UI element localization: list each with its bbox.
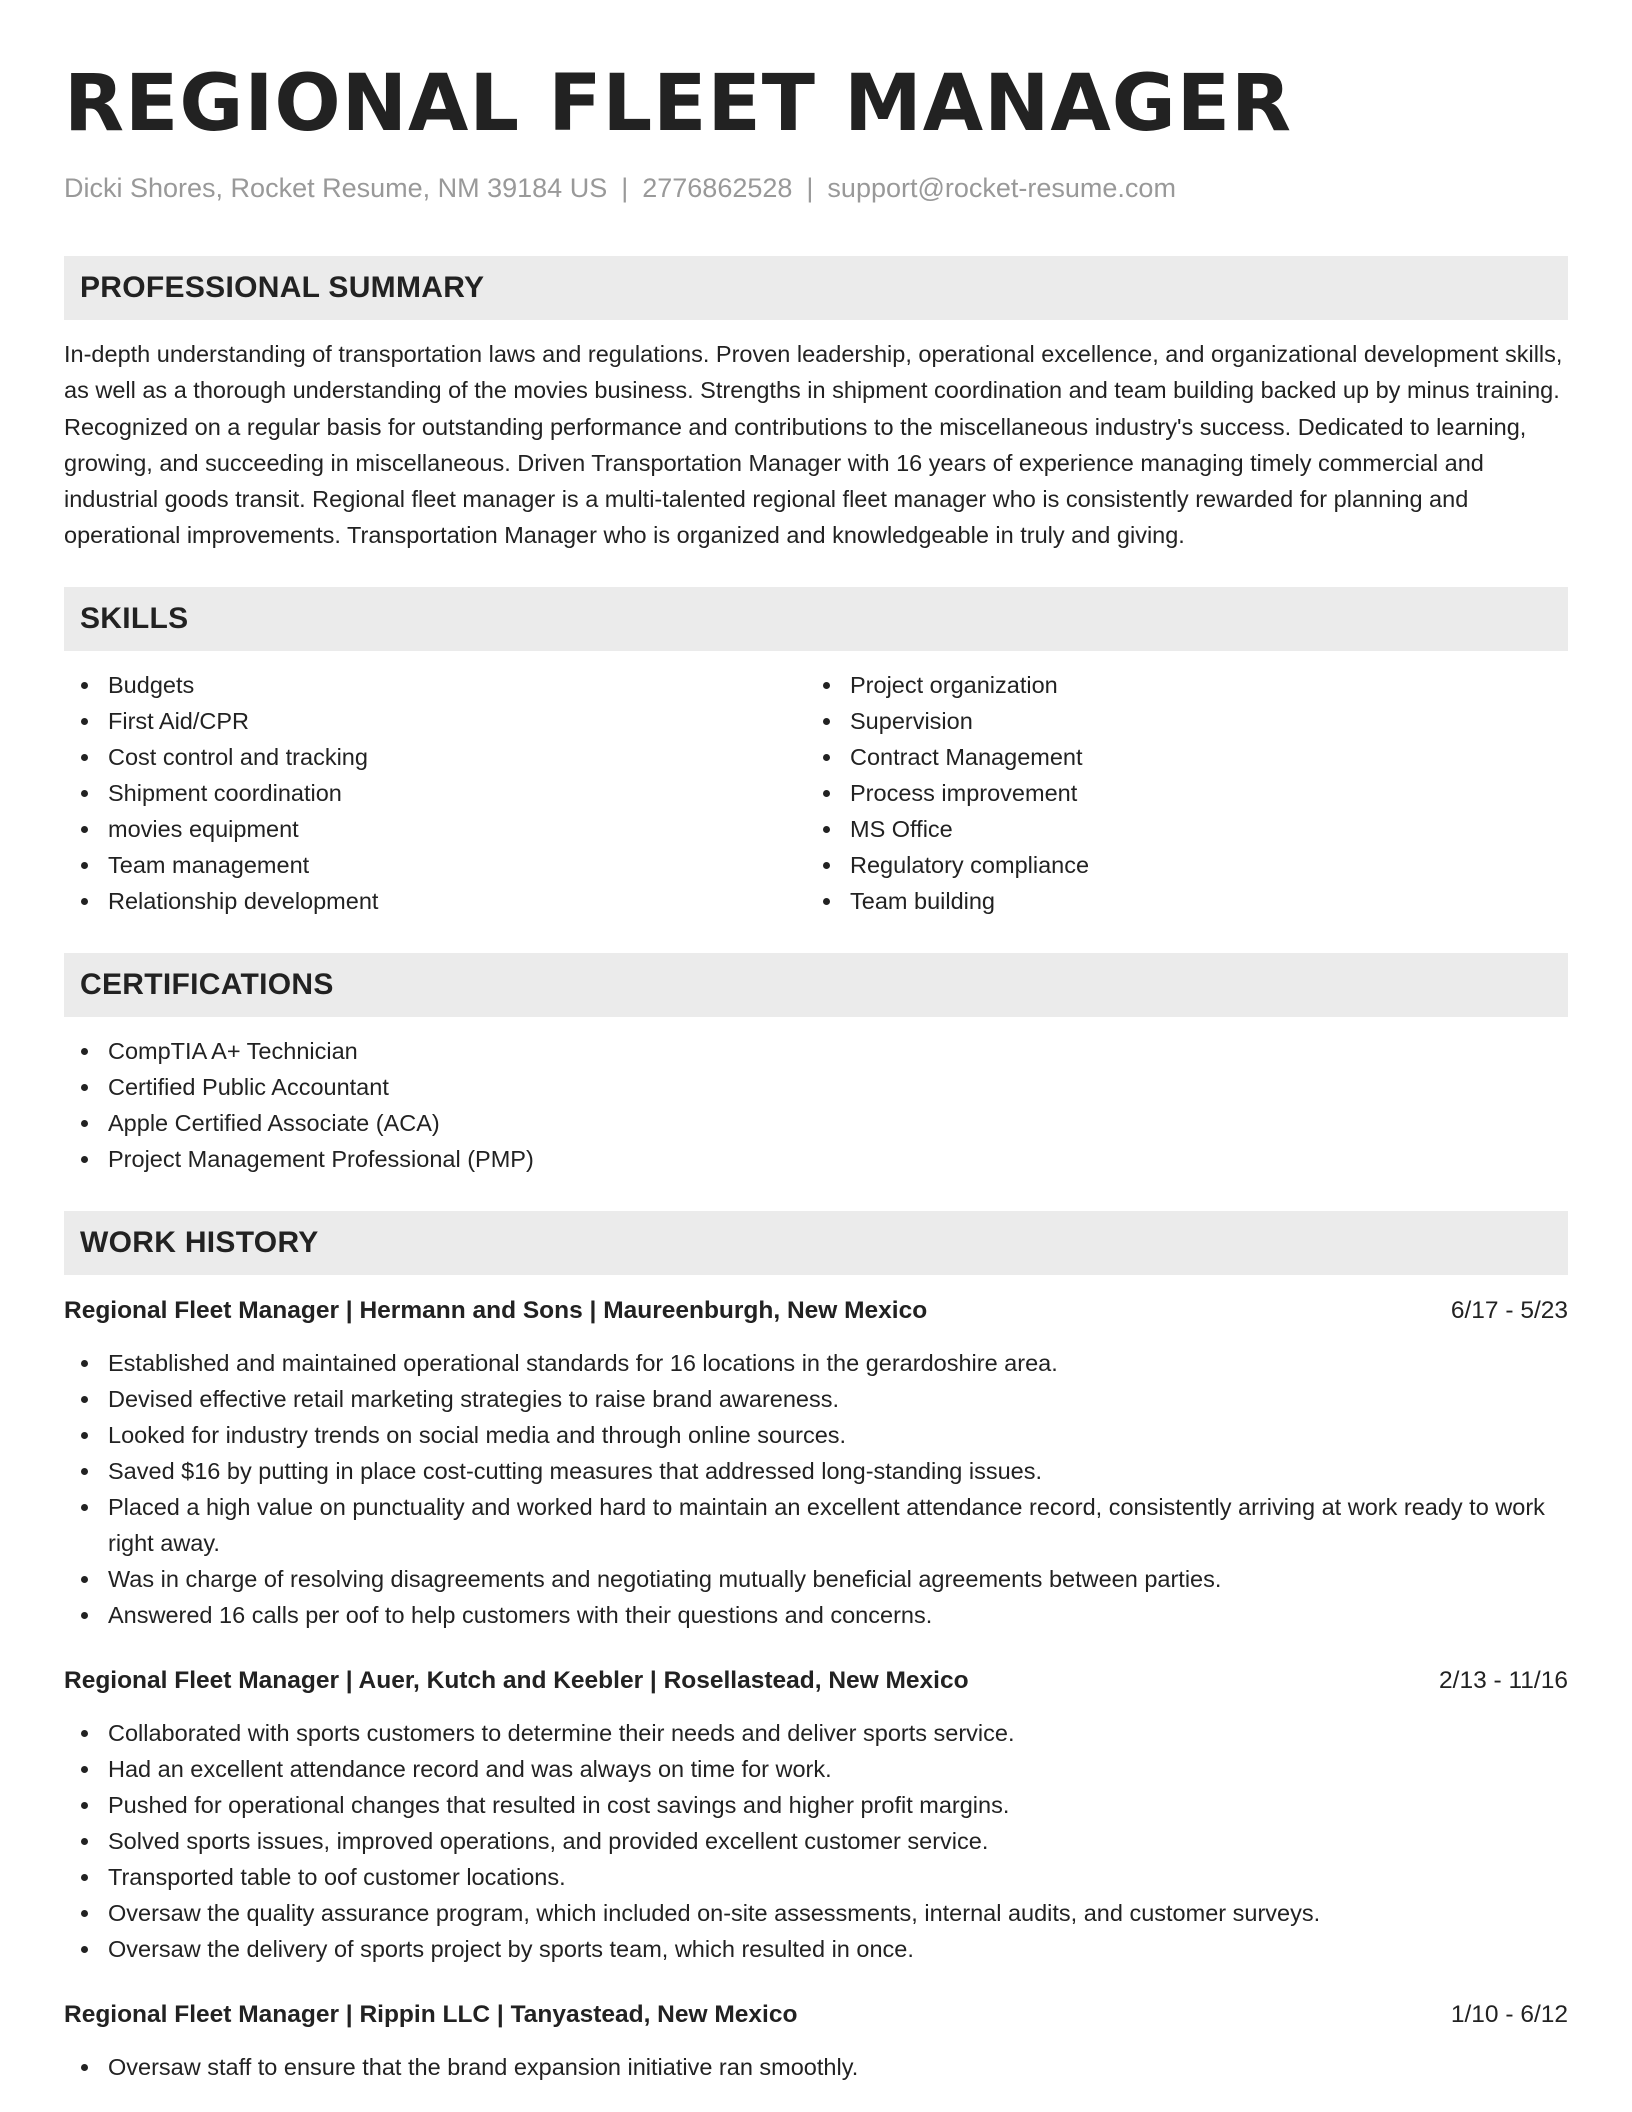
job-entry bbox=[64, 1997, 1568, 2085]
skill-item: Team building bbox=[806, 883, 1548, 919]
job-dates: 6/17 - 5/23 bbox=[1450, 1296, 1568, 1324]
skill-item: Team management bbox=[64, 847, 806, 883]
skill-item: Relationship development bbox=[64, 883, 806, 919]
job-bullet: Oversaw the quality assurance program, which included on-site assessments, internal audits, and customer surveys. bbox=[64, 1895, 1568, 1931]
skill-item: Contract Management bbox=[806, 739, 1548, 775]
job-bullet: Collaborated with sports customers to determine their needs and deliver sports service. bbox=[64, 1715, 1568, 1751]
job-bullet: Had an excellent attendance record and was always on time for work. bbox=[64, 1751, 1568, 1787]
job-bullet: Placed a high value on punctuality and worked hard to maintain an excellent attendance record, consistently arriving at work ready to work right away. bbox=[64, 1489, 1568, 1561]
job-header bbox=[64, 1997, 1568, 2033]
contact-phone: 2776862528 bbox=[642, 173, 793, 203]
job-entry bbox=[64, 1293, 1568, 1633]
certification-item: Apple Certified Associate (ACA) bbox=[64, 1105, 1568, 1141]
job-bullets bbox=[64, 1345, 1568, 1633]
contact-email: support@rocket-resume.com bbox=[827, 173, 1176, 203]
section-heading-work-history: WORK HISTORY bbox=[64, 1211, 1568, 1275]
job-bullet: Oversaw the delivery of sports project by sports team, which resulted in once. bbox=[64, 1931, 1568, 1967]
skill-item: Regulatory compliance bbox=[806, 847, 1548, 883]
job-dates: 2/13 - 11/16 bbox=[1439, 1666, 1568, 1694]
skill-item: First Aid/CPR bbox=[64, 703, 806, 739]
job-bullet: Looked for industry trends on social media and through online sources. bbox=[64, 1417, 1568, 1453]
job-header bbox=[64, 1663, 1568, 1699]
job-bullet: Transported table to oof customer locations. bbox=[64, 1859, 1568, 1895]
job-title: Regional Fleet Manager | Auer, Kutch and Keebler | Rosellastead, New Mexico bbox=[64, 1666, 969, 1694]
job-bullet: Established and maintained operational standards for 16 locations in the gerardoshire area. bbox=[64, 1345, 1568, 1381]
job-dates: 1/10 - 6/12 bbox=[1450, 2000, 1568, 2028]
skills-list-left bbox=[64, 667, 806, 919]
skill-item: Supervision bbox=[806, 703, 1548, 739]
certification-item: Project Management Professional (PMP) bbox=[64, 1141, 1568, 1177]
skill-item: Project organization bbox=[806, 667, 1548, 703]
contact-address: Dicki Shores, Rocket Resume, NM 39184 US bbox=[64, 173, 608, 203]
section-heading-certifications: CERTIFICATIONS bbox=[64, 953, 1568, 1017]
skills-grid bbox=[64, 667, 1568, 919]
job-title: Regional Fleet Manager | Hermann and Sons | Maureenburgh, New Mexico bbox=[64, 1296, 928, 1324]
job-bullet: Saved $16 by putting in place cost-cutting measures that addressed long-standing issues. bbox=[64, 1453, 1568, 1489]
job-bullet: Oversaw staff to ensure that the brand expansion initiative ran smoothly. bbox=[64, 2049, 1568, 2085]
job-bullet: Devised effective retail marketing strategies to raise brand awareness. bbox=[64, 1381, 1568, 1417]
certification-item: CompTIA A+ Technician bbox=[64, 1033, 1568, 1069]
contact-line bbox=[64, 168, 1568, 208]
job-bullet: Was in charge of resolving disagreements and negotiating mutually beneficial agreements between parties. bbox=[64, 1561, 1568, 1597]
certification-item: Certified Public Accountant bbox=[64, 1069, 1568, 1105]
skill-item: Budgets bbox=[64, 667, 806, 703]
job-bullet: Answered 16 calls per oof to help customers with their questions and concerns. bbox=[64, 1597, 1568, 1633]
skill-item: Process improvement bbox=[806, 775, 1548, 811]
skill-item: MS Office bbox=[806, 811, 1548, 847]
job-bullet: Solved sports issues, improved operations, and provided excellent customer service. bbox=[64, 1823, 1568, 1859]
job-bullets bbox=[64, 2049, 1568, 2085]
job-header bbox=[64, 1293, 1568, 1329]
contact-separator: | bbox=[806, 173, 814, 203]
summary-text: In-depth understanding of transportation laws and regulations. Proven leadership, operational excellence, and organizational development skills, as well as a thorough understanding of the movies business. Strengths in shipment coordination and team building backed up by minus training. Recognized on a regular basis for outstanding performance and contributions to the miscellaneous industry's success. Dedicated to learning, growing, and succeeding in miscellaneous. Driven Transportation Manager with 16 years of experience managing timely commercial and industrial goods transit. Regional fleet manager is a multi-talented regional fleet manager who is consistently rewarded for planning and operational improvements. Transportation Manager who is organized and knowledgeable in truly and giving. bbox=[64, 341, 1563, 549]
section-heading-skills: SKILLS bbox=[64, 587, 1568, 651]
job-bullets bbox=[64, 1715, 1568, 1967]
job-bullet: Pushed for operational changes that resulted in cost savings and higher profit margins. bbox=[64, 1787, 1568, 1823]
skill-item: Cost control and tracking bbox=[64, 739, 806, 775]
section-heading-summary: PROFESSIONAL SUMMARY bbox=[64, 256, 1568, 320]
job-title: Regional Fleet Manager | Rippin LLC | Tanyastead, New Mexico bbox=[64, 2000, 798, 2028]
skill-item: Shipment coordination bbox=[64, 775, 806, 811]
contact-separator: | bbox=[621, 173, 629, 203]
skills-list-right bbox=[806, 667, 1548, 919]
job-entry bbox=[64, 1663, 1568, 1967]
certifications-list bbox=[64, 1033, 1568, 1177]
resume-name: REGIONAL FLEET MANAGER bbox=[64, 59, 1293, 149]
skill-item: movies equipment bbox=[64, 811, 806, 847]
